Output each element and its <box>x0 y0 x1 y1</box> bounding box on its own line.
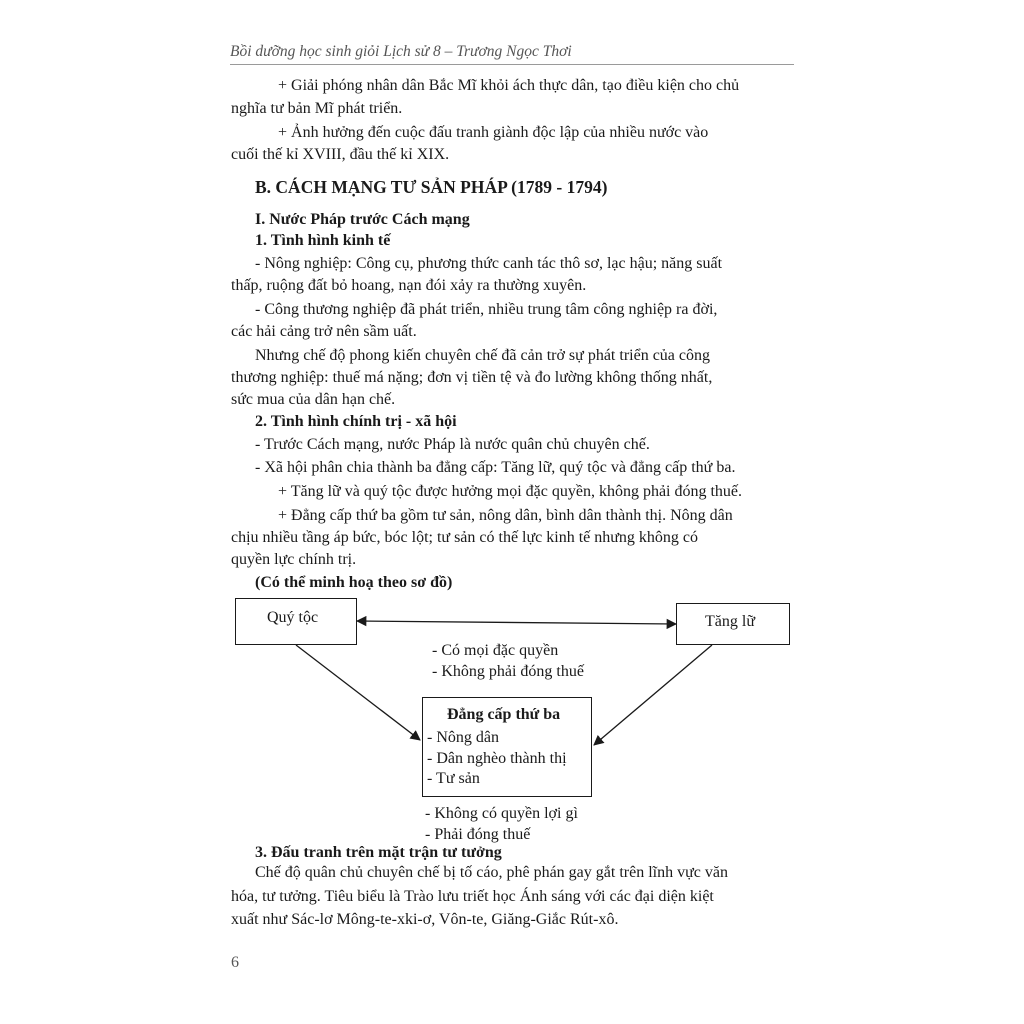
text-line: quyền lực chính trị. <box>231 551 357 568</box>
subheading: 1. Tình hình kinh tế <box>255 232 391 249</box>
text-line: - Trước Cách mạng, nước Pháp là nước quân chủ chuyên chế. <box>255 436 650 453</box>
text-line: nghĩa tư bản Mĩ phát triển. <box>231 100 403 117</box>
box-tang-lu <box>676 603 790 645</box>
subheading: 3. Đấu tranh trên mặt trận tư tưởng <box>255 844 502 861</box>
arrow-quy-toc-third <box>296 645 420 740</box>
privilege-item: - Không phải đóng thuế <box>432 663 584 680</box>
diagram-caption: (Có thể minh hoạ theo sơ đồ) <box>255 574 453 591</box>
text-line: + Tăng lữ và quý tộc được hưởng mọi đặc quyền, không phải đóng thuế. <box>278 483 743 500</box>
section-heading: B. CÁCH MẠNG TƯ SẢN PHÁP (1789 - 1794) <box>255 177 608 197</box>
text-line: chịu nhiều tầng áp bức, bóc lột; tư sản có thế lực kinh tế nhưng không có <box>231 529 699 546</box>
page-number: 6 <box>231 954 239 971</box>
text-line: - Nông nghiệp: Công cụ, phương thức canh tác thô sơ, lạc hậu; năng suất <box>255 255 723 272</box>
third-estate-item: - Nông dân <box>427 729 499 746</box>
text-line: thấp, ruộng đất bỏ hoang, nạn đói xảy ra thường xuyên. <box>231 277 587 294</box>
box-quy-toc <box>235 598 357 645</box>
third-estate-note: - Phải đóng thuế <box>425 826 531 843</box>
text-line: các hải cảng trở nên sầm uất. <box>231 323 417 340</box>
text-line: - Công thương nghiệp đã phát triển, nhiều trung tâm công nghiệp ra đời, <box>255 301 718 318</box>
subheading: 2. Tình hình chính trị - xã hội <box>255 413 457 430</box>
privilege-item: - Có mọi đặc quyền <box>432 642 559 659</box>
text-line: hóa, tư tưởng. Tiêu biểu là Trào lưu triết học Ánh sáng với các đại diện kiệt <box>231 888 714 905</box>
box-quy-toc-label: Quý tộc <box>267 609 319 626</box>
subheading: I. Nước Pháp trước Cách mạng <box>255 211 470 228</box>
third-estate-item: - Tư sản <box>427 770 480 787</box>
third-estate-note: - Không có quyền lợi gì <box>425 805 578 822</box>
text-line: thương nghiệp: thuế má nặng; đơn vị tiền tệ và đo lường không thống nhất, <box>231 369 713 386</box>
text-line: sức mua của dân hạn chế. <box>231 391 396 408</box>
text-line: Nhưng chế độ phong kiến chuyên chế đã cản trở sự phát triển của công <box>255 347 710 364</box>
text-line: + Giải phóng nhân dân Bắc Mĩ khỏi ách thực dân, tạo điều kiện cho chủ <box>278 77 740 94</box>
text-line: xuất như Sác-lơ Mông-te-xki-ơ, Vôn-te, Giăng-Giắc Rút-xô. <box>231 911 619 928</box>
text-line: - Xã hội phân chia thành ba đẳng cấp: Tăng lữ, quý tộc và đẳng cấp thứ ba. <box>255 459 736 476</box>
text-line: Chế độ quân chủ chuyên chế bị tố cáo, phê phán gay gắt trên lĩnh vực văn <box>255 864 728 881</box>
text-line: cuối thế kỉ XVIII, đầu thế kỉ XIX. <box>231 146 450 163</box>
arrow-tang-lu-quy-toc <box>357 621 676 624</box>
third-estate-item: - Dân nghèo thành thị <box>427 750 567 767</box>
text-line: + Đẳng cấp thứ ba gồm tư sản, nông dân, bình dân thành thị. Nông dân <box>278 507 733 524</box>
box-third-estate <box>422 697 592 797</box>
text-line: + Ảnh hưởng đến cuộc đấu tranh giành độc lập của nhiều nước vào <box>278 124 709 141</box>
running-header: Bồi dưỡng học sinh giỏi Lịch sử 8 – Trương Ngọc Thơi <box>230 43 794 65</box>
box-tang-lu-label: Tăng lữ <box>705 613 755 630</box>
arrow-tang-lu-third <box>594 645 712 745</box>
third-estate-title: Đẳng cấp thứ ba <box>447 706 561 723</box>
